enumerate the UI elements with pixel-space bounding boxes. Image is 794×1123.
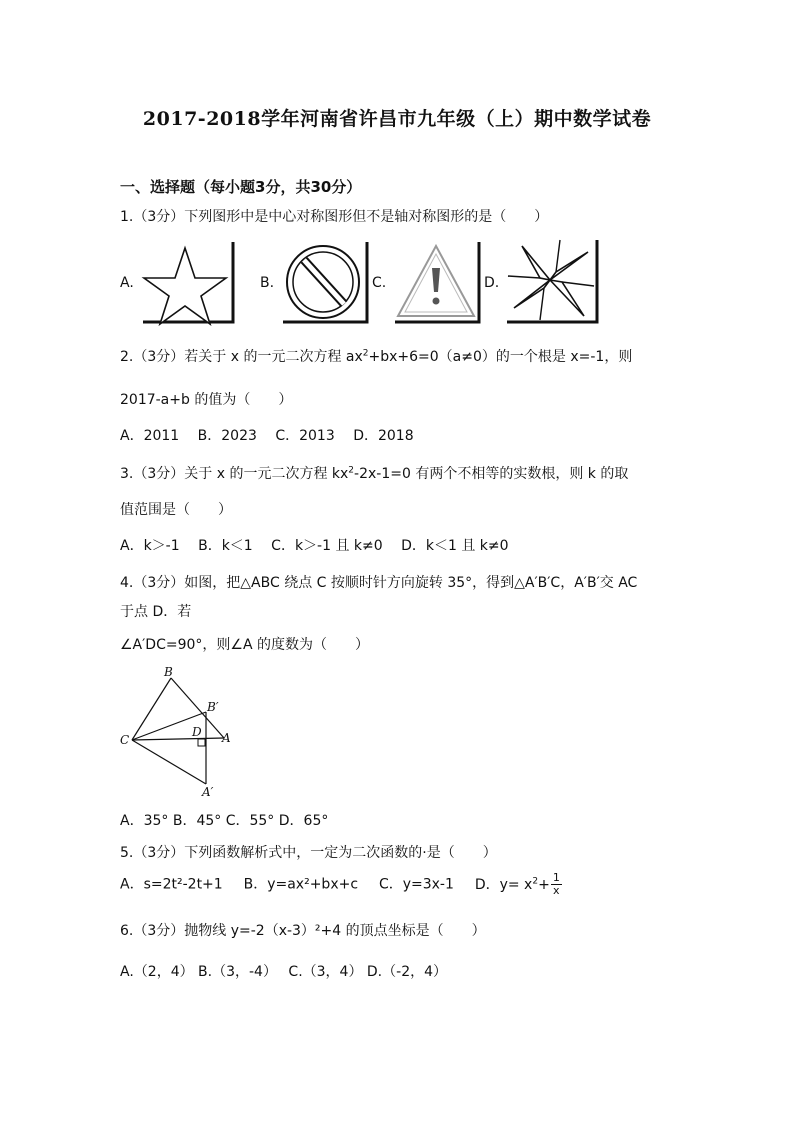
q2-stem: 2.（3分）若关于 x 的一元二次方程 $ax^2+bx+6=0(a\ne 0)$的一个根是 x=-1，则 — [120, 348, 633, 365]
q4-stem-continued: 于点 D．若 — [120, 604, 192, 620]
exam-title: 2017-2018学年河南省许昌市九年级（上）期中数学试卷 — [142, 108, 652, 130]
label-a-prime: A′ — [202, 785, 214, 798]
section-heading: 一、选择题（每小题3分，共30分） — [120, 178, 362, 196]
label-a: A — [222, 731, 231, 745]
q5-stem: 5.（3分）下列函数解析式中，一定为二次函数的·是（ ） — [120, 845, 497, 861]
q5-option-a: A．s=2t²-2t+1 — [120, 876, 223, 893]
q3-stem-continued: 值范围是（ ） — [120, 502, 232, 518]
q1-label-d: D. — [484, 275, 500, 291]
q5-option-d: D．$y= x^2+$ $\frac{1}{x}$ — [474, 871, 560, 897]
q4-stem: 4.（3分）如图，把△ABC 绕点 C 按顺时针方向旋转 35°，得到△A′B′C，A′B′交 AC — [120, 575, 638, 591]
q3-stem: 3.（3分）关于 x 的一元二次方程 $kx^2-2x-1=0$ 有两个不相等的实数根，则 k 的取 — [120, 465, 629, 482]
q5-option-b: B．y=ax²+bx+c — [243, 876, 359, 893]
rotated-triangle-figure — [118, 664, 238, 798]
label-d: D — [192, 725, 202, 739]
q6-stem: 6.（3分）抛物线 y=-2（x-3）²+4 的顶点坐标是（ ） — [120, 923, 486, 939]
q1-label-b: B. — [260, 275, 275, 291]
star-figure — [140, 240, 236, 326]
q4-options: A．35° B．45° C．55° D．65° — [120, 813, 329, 829]
no-entry-sign-figure — [280, 240, 370, 326]
q6-options: A.（2，4） B.（3，-4） C.（3，4） D.（-2，4） — [120, 964, 448, 980]
q1-label-c: C. — [372, 275, 387, 291]
warning-triangle-figure — [392, 240, 482, 326]
q1-stem: 1.（3分）下列图形中是中心对称图形但不是轴对称图形的是（ ） — [120, 209, 549, 225]
q2-stem-continued: 2017-a+b 的值为（ ） — [120, 392, 293, 408]
q2-options: A．2011 B．2023 C．2013 D．2018 — [120, 428, 414, 444]
q5-options — [120, 872, 562, 897]
fraction: $\frac{1}{x}$ — [552, 871, 560, 897]
pinwheel-figure — [504, 236, 600, 326]
label-c: C — [120, 733, 130, 747]
q5-option-c: C．y=3x-1 — [378, 876, 454, 893]
q3-options: A．k＞-1 B．k＜1 C．k＞-1 且 k≠0 D．k＜1 且 k≠0 — [120, 538, 509, 554]
q4-stem-angle: ∠A′DC=90°，则∠A 的度数为（ ） — [120, 637, 369, 653]
label-b: B — [164, 665, 173, 679]
q1-label-a: A. — [120, 275, 134, 291]
label-b-prime: B′ — [207, 700, 219, 714]
